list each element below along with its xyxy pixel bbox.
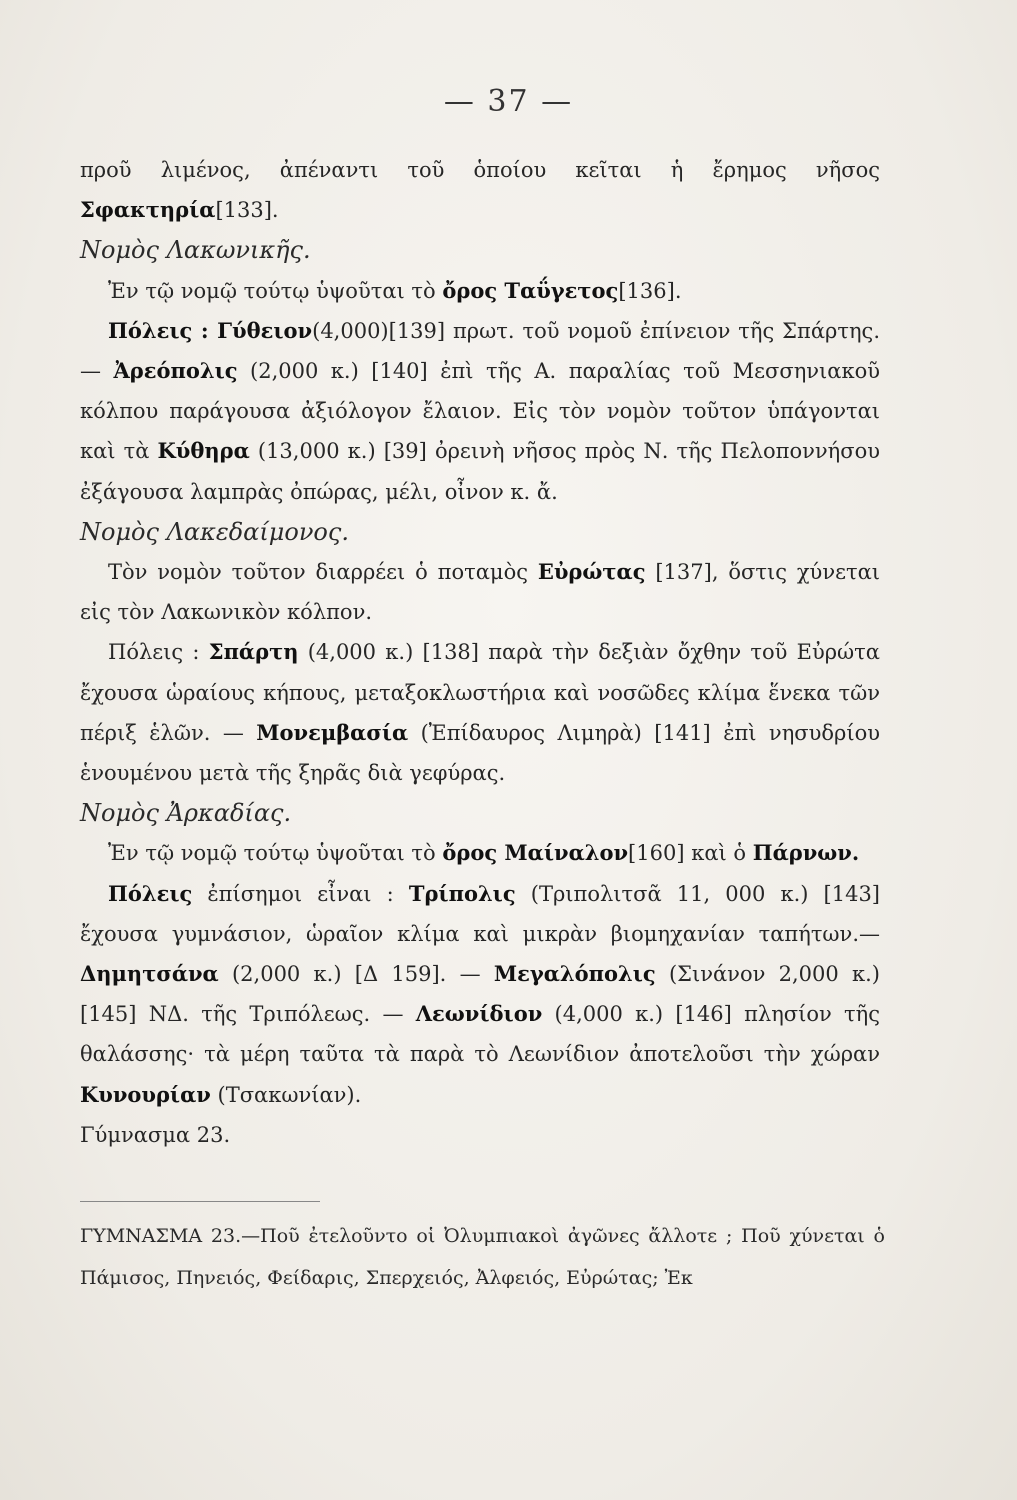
paragraph-poleis-lakonikis <box>80 311 880 512</box>
text-run: ἐπίσημοι εἶναι : <box>192 881 409 906</box>
text-run: Τὸν νομὸν τοῦτον διαρρέει ὁ ποταμὸς <box>108 560 538 585</box>
place-name: Δημητσάνα <box>80 961 219 987</box>
text-run: [160] καὶ ὁ <box>628 841 753 866</box>
paragraph-poleis-lakedaimonos <box>80 632 880 793</box>
text-run: (Τσακωνίαν). <box>210 1082 362 1107</box>
place-name: Πόλεις <box>108 880 193 906</box>
text-run: Ἐν τῷ νομῷ τούτῳ ὑψοῦται τὸ <box>108 278 443 303</box>
page-body <box>80 150 880 1155</box>
text-run: Πόλεις : <box>108 640 209 665</box>
place-name: Πόλεις : Γύθειον <box>108 317 313 343</box>
place-name: ὄρος Μαίναλον <box>442 840 629 866</box>
paragraph-poleis-arkadias <box>80 874 880 1115</box>
text-run: (2,000 κ.) [Δ 159]. — <box>218 962 494 987</box>
text-run: (13,000 κ.) [39] ὀρεινὴ νῆσος πρὸς Ν. τῆς Πελοποννήσου ἐξάγουσα λαμπρὰς ὀπώρας, μέλι, οἶνον κ. ἄ. <box>80 439 880 504</box>
page-number: — 37 — <box>443 84 574 119</box>
text-run: [137], ὅστις χύνεται εἰς τὸν Λακωνικὸν κόλπον. <box>80 560 881 625</box>
text-run: (Τριπολιτσᾶ 11, 000 κ.) [143] ἔχουσα γυμνάσιον, ὡραῖον κλίμα καὶ μικρὰν βιομηχανίαν ταπήτων.— <box>80 881 881 946</box>
place-name: Εὐρώτας <box>537 559 646 585</box>
text-run: (4,000 κ.) [138] παρὰ τὴν δεξιὰν ὄχθην τοῦ Εὐρώτα ἔχουσα ὡραίους κήπους, μεταξοκλωστήρια καὶ νοσῶδες κλίμα ἕνεκα τῶν πέριξ ἑλῶν. — <box>80 640 880 745</box>
place-name: Κύθηρα <box>157 438 250 464</box>
footnote-divider <box>80 1201 320 1202</box>
place-name: Μεγαλόπολις <box>493 961 656 987</box>
paragraph-eurotas <box>80 552 880 632</box>
place-name: ὄρος Ταΰγετος <box>442 277 619 303</box>
footnote <box>80 1215 885 1299</box>
exercise-reference: Γύμνασμα 23. <box>80 1122 231 1147</box>
text-run: (2,000 κ.) [140] ἐπὶ τῆς Α. παραλίας τοῦ Μεσσηνιακοῦ κόλπου παράγουσα ἀξιόλογον ἔλαιον. Εἰς τὸν νομὸν τοῦτον ὑπάγονται καὶ τὰ <box>80 359 880 464</box>
place-name: Τρίπολις <box>408 880 516 906</box>
footnote-label: ΓΥΜΝΑΣΜΑ 23. <box>80 1225 242 1247</box>
paragraph-taygetos <box>80 271 880 311</box>
paragraph-mainalon <box>80 833 880 873</box>
text-run: (Σινάνον 2,000 κ.) [145] ΝΔ. τῆς Τριπόλεως. — <box>80 962 880 1027</box>
text-run: [136]. <box>618 278 682 303</box>
place-name: Κυνουρίαν <box>80 1081 211 1107</box>
text-run: [133]. <box>215 198 279 223</box>
footnote-text: —Ποῦ ἐτελοῦντο οἱ Ὀλυμπιακοὶ ἀγῶνες ἄλλοτε ; Ποῦ χύνεται ὁ Πάμισος, Πηνειός, Φείδαρις, Σπερχειός, Ἀλφειός, Εὐρώτας; Ἐκ <box>80 1225 885 1289</box>
text-run: προῦ λιμένος, ἀπέναντι τοῦ ὁποίου κεῖται ἡ ἔρημος νῆσος <box>80 158 880 182</box>
place-name: Σφακτηρία <box>80 197 216 223</box>
text-run: (4,000)[139] πρωτ. τοῦ νομοῦ ἐπίνειον τῆς Σπάρτης.— <box>80 318 880 384</box>
place-name: Λεωνίδιον <box>415 1001 543 1027</box>
text-run: Ἐν τῷ νομῷ τούτῳ ὑψοῦται τὸ <box>108 841 443 866</box>
heading-arkadias: Νομὸς Ἀρκαδίας. <box>80 799 292 828</box>
text-run: (4,000 κ.) [146] πλησίον τῆς θαλάσσης· τὰ μέρη ταῦτα τὰ παρὰ τὸ Λεωνίδιον ἀποτελοῦσι τὴν χώραν <box>80 1002 880 1067</box>
paragraph-sfaktiria <box>80 150 880 230</box>
place-name: Πάρνων. <box>752 840 860 866</box>
heading-lakonikis: Νομὸς Λακωνικῆς. <box>80 236 311 265</box>
heading-lakedaimonos: Νομὸς Λακεδαίμονος. <box>80 517 349 546</box>
place-name: Μονεμβασία <box>256 719 409 745</box>
place-name: Σπάρτη <box>208 639 299 665</box>
place-name: Ἀρεόπολις <box>113 358 238 384</box>
text-run: (Ἐπίδαυρος Λιμηρὰ) [141] ἐπὶ νησυδρίου ἑνουμένου μετὰ τῆς ξηρᾶς διὰ γεφύρας. <box>80 720 881 786</box>
